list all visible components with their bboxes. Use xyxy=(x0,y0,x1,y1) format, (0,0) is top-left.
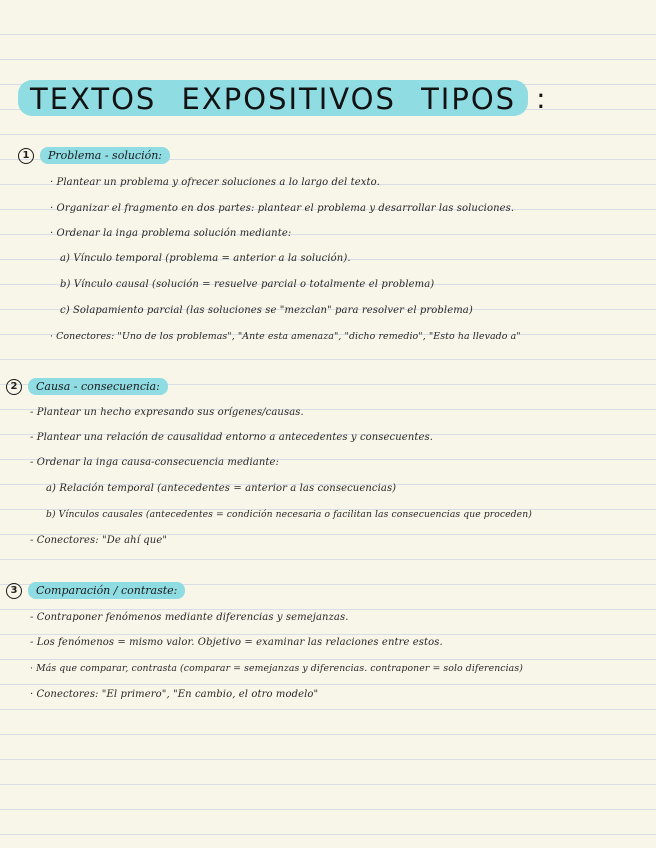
page-title: TEXTOS EXPOSITIVOS TIPOS xyxy=(30,82,517,116)
section-1-line-2: · Organizar el fragmento en dos partes: plantear el problema y desarrollar las soluciones. xyxy=(50,203,515,214)
section-1-line-3: · Ordenar la inga problema solución mediante: xyxy=(50,228,292,239)
section-2-number: 2 xyxy=(6,379,22,395)
section-1-line-6: c) Solapamiento parcial (las soluciones se "mezclan" para resolver el problema) xyxy=(60,305,473,316)
title-block xyxy=(18,80,546,116)
section-1-line-5: b) Vínculo causal (solución = resuelve parcial o totalmente el problema) xyxy=(60,279,435,290)
section-2-line-6: - Conectores: "De ahí que" xyxy=(30,535,168,546)
section-1-number: 1 xyxy=(18,148,34,164)
section-3-title: Comparación / contraste: xyxy=(36,584,178,597)
title-highlight xyxy=(18,80,528,116)
section-2-title: Causa - consecuencia: xyxy=(36,380,160,393)
section-3-line-4: · Conectores: "El primero", "En cambio, el otro modelo" xyxy=(30,689,319,700)
section-3-line-3: · Más que comparar, contrasta (comparar = semejanzas y diferencias. contraponer = solo diferencias) xyxy=(30,663,523,674)
section-2-highlight xyxy=(28,378,168,395)
section-1-line-1: · Plantear un problema y ofrecer soluciones a lo largo del texto. xyxy=(50,177,380,188)
section-2-line-4: a) Relación temporal (antecedentes = anterior a las consecuencias) xyxy=(46,483,397,494)
section-2-heading xyxy=(6,378,168,395)
section-3-highlight xyxy=(28,582,185,599)
section-1-line-4: a) Vínculo temporal (problema = anterior a la solución). xyxy=(60,253,351,264)
section-3-heading xyxy=(6,582,185,599)
section-1-heading xyxy=(18,147,170,164)
section-1-title: Problema - solución: xyxy=(48,149,163,162)
section-1-line-7: · Conectores: "Uno de los problemas", "Ante esta amenaza", "dicho remedio", "Esto ha llevado a" xyxy=(50,331,521,342)
section-2-line-5: b) Vínculos causales (antecedentes = condición necesaria o facilitan las consecuencias que proceden) xyxy=(46,509,532,520)
title-colon: : xyxy=(536,81,546,115)
section-2-line-2: - Plantear una relación de causalidad entorno a antecedentes y consecuentes. xyxy=(30,432,434,443)
section-3-line-1: - Contraponer fenómenos mediante diferencias y semejanzas. xyxy=(30,612,349,623)
section-2-line-1: - Plantear un hecho expresando sus orígenes/causas. xyxy=(30,407,304,418)
section-3-number: 3 xyxy=(6,583,22,599)
section-3-line-2: - Los fenómenos = mismo valor. Objetivo = examinar las relaciones entre estos. xyxy=(30,637,443,648)
section-2-line-3: - Ordenar la inga causa-consecuencia mediante: xyxy=(30,457,279,468)
section-1-highlight xyxy=(40,147,170,164)
